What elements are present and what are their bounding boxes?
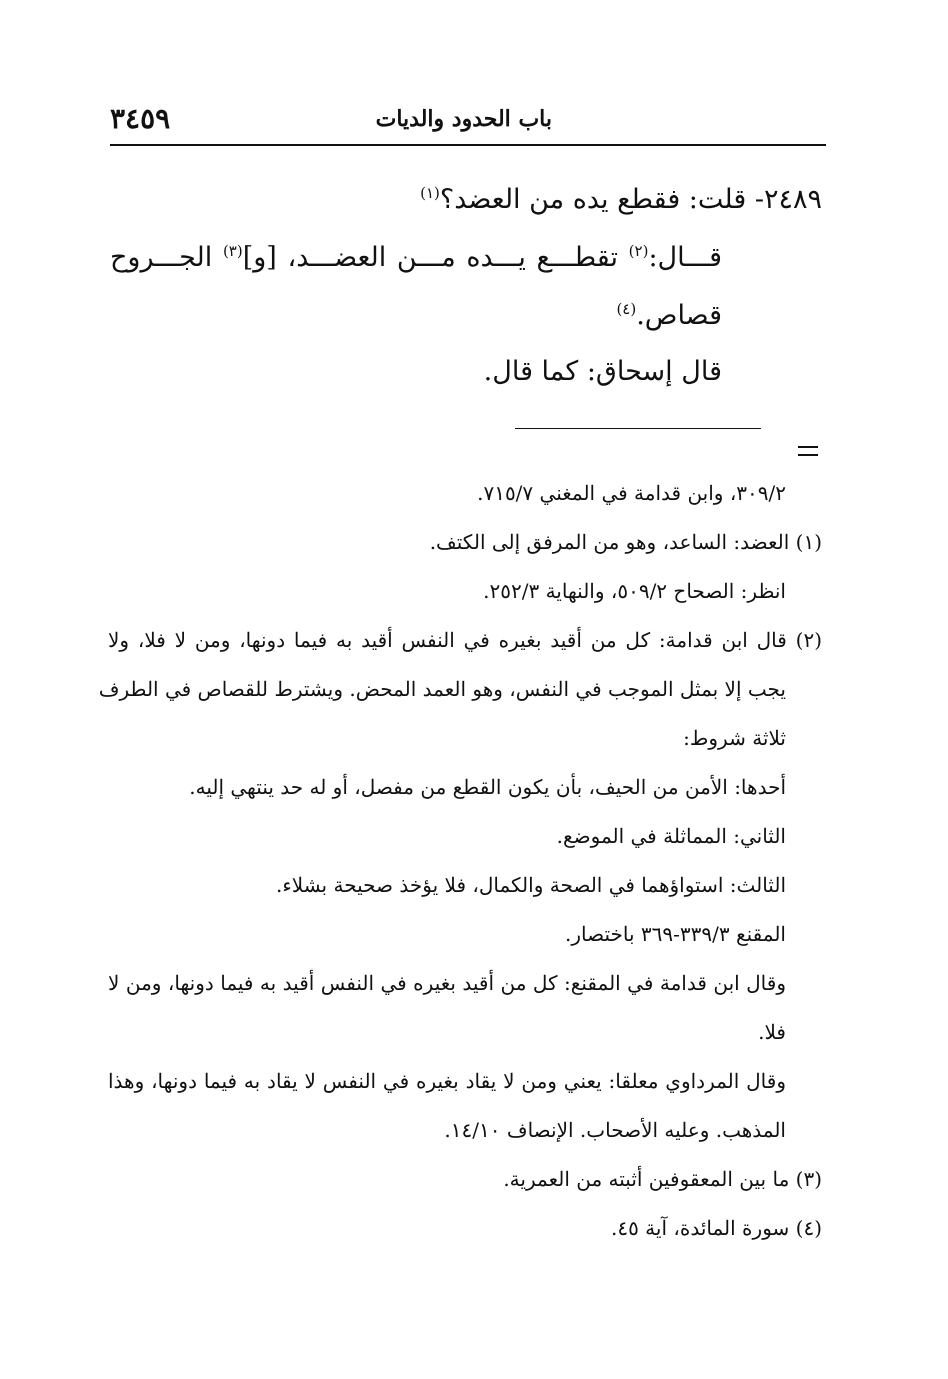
footnote-rule xyxy=(515,428,761,429)
continuation-mark xyxy=(798,446,818,456)
footnote-ref-1: (١) xyxy=(420,184,440,202)
chapter-title: باب الحدود والديات xyxy=(375,106,552,132)
footnote-2-line-1: (٢) قال ابن قدامة: كل من أقيد بغيره في النفس أقيد به فيما دونها، ومن لا فلا، ولا xyxy=(108,628,822,652)
footnote-3: (٣) ما بين المعقوفين أثبته من العمرية. xyxy=(503,1167,822,1191)
footnote-continuation: ٣٠٩/٢، وابن قدامة في المغني ٧١٥/٧. xyxy=(477,481,786,505)
footnote-ref-2: (٢) xyxy=(628,242,649,260)
footnote-1: (١) العضد: الساعد، وهو من المرفق إلى الكتف. xyxy=(429,530,822,554)
footnote-2-line-3: ثلاثة شروط: xyxy=(683,726,786,750)
footnote-2-line-5: الثاني: المماثلة في الموضع. xyxy=(556,824,786,848)
ishaq-line: قال إسحاق: كما قال. xyxy=(483,356,722,387)
page-number: ٣٤٥٩ xyxy=(110,102,171,135)
footnote-2-line-10: وقال المرداوي معلقا: يعني ومن لا يقاد بغيره في النفس لا يقاد به فيما دونها، وهذا xyxy=(108,1069,786,1093)
footnote-2-line-4: أحدها: الأمن من الحيف، بأن يكون القطع من مفصل، أو له حد ينتهي إليه. xyxy=(189,775,786,799)
footnote-2-line-8: وقال ابن قدامة في المقنع: كل من أقيد بغيره في النفس أقيد به فيما دونها، ومن لا xyxy=(108,971,786,995)
entry-number: ٢٤٨٩ xyxy=(763,184,822,215)
entry-question-line: ٢٤٨٩- قلت: فقطع يده من العضد؟$^{(١)}$ xyxy=(420,184,822,215)
footnote-2-line-7: المقنع ٣٣٩/٣-٣٦٩ باختصار. xyxy=(565,922,786,946)
page-header xyxy=(110,100,824,140)
footnote-ref-3: (٣) xyxy=(222,242,243,260)
footnote-1-ref: انظر: الصحاح ٥٠٩/٢، والنهاية ٢٥٢/٣. xyxy=(483,579,786,603)
footnote-2-line-11: المذهب. وعليه الأصحاب. الإنصاف ١٤/١٠. xyxy=(444,1118,786,1142)
answer-line2: قصاص. xyxy=(636,300,722,331)
answer-part1: تقطـــع يـــده مـــن العضـــد، [و] xyxy=(242,242,618,273)
entry-question: قلت: فقطع يده من العضد؟ xyxy=(439,184,747,215)
footnote-4: (٤) سورة المائدة، آية ٤٥. xyxy=(610,1216,822,1240)
footnote-2-line-2: يجب إلا بمثل الموجب في النفس، وهو العمد المحض. ويشترط للقصاص في الطرف xyxy=(98,677,786,701)
answer-part2: الجـــروح xyxy=(110,242,213,273)
entry-answer-line xyxy=(110,238,722,278)
entry-answer-line-2 xyxy=(616,296,722,336)
footnote-2-line-9: فلا. xyxy=(758,1020,786,1044)
footnote-2-line-6: الثالث: استواؤهما في الصحة والكمال، فلا يؤخذ صحيحة بشلاء. xyxy=(276,873,786,897)
answer-label: قـــال: xyxy=(648,242,723,273)
header-rule xyxy=(110,144,826,146)
footnote-ref-4: (٤) xyxy=(616,300,637,318)
